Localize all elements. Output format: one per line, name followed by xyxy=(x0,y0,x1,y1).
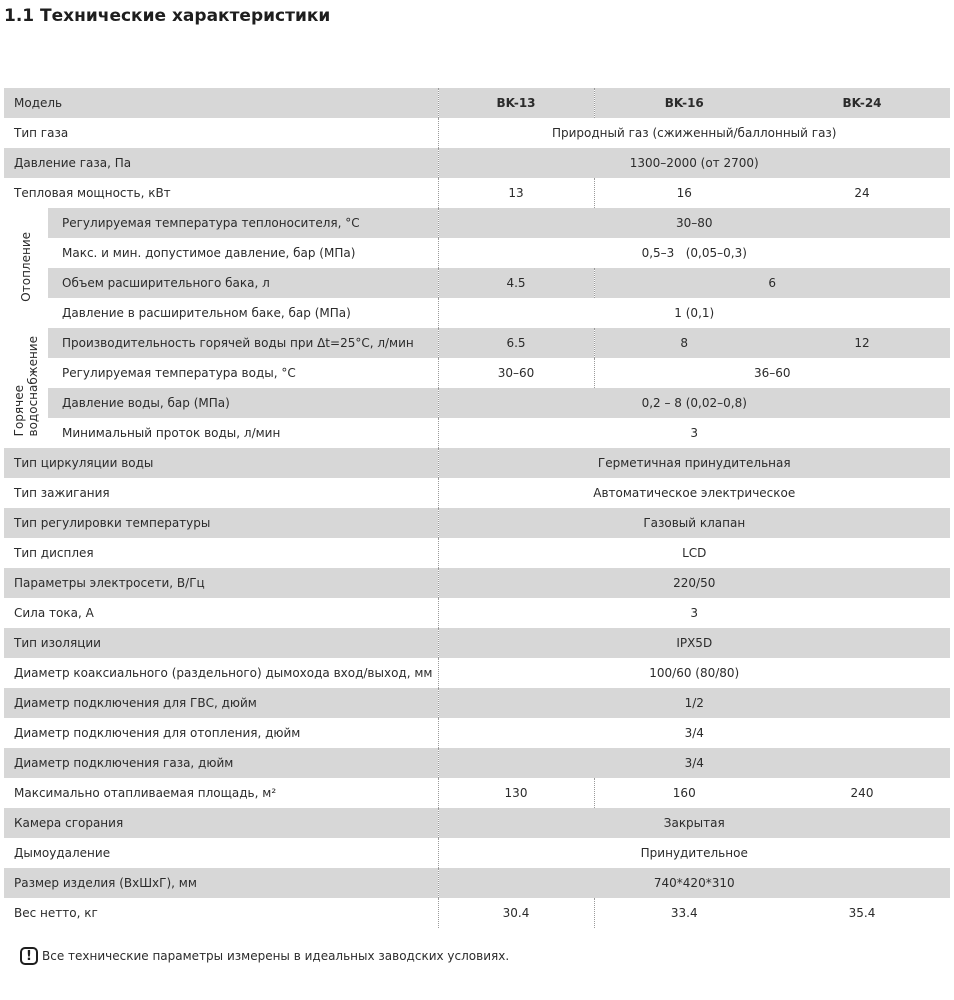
footnote-text: Все технические параметры измерены в идеальных заводских условиях. xyxy=(42,949,510,963)
row-label: Регулируемая температура теплоносителя, °С xyxy=(48,208,438,238)
group-label-heating xyxy=(4,208,48,328)
row-value: 24 xyxy=(774,178,950,208)
row-value: 1300–2000 (от 2700) xyxy=(438,148,950,178)
table-row xyxy=(4,418,950,448)
row-label: Макс. и мин. допустимое давление, бар (МПа) xyxy=(48,238,438,268)
row-value: 3/4 xyxy=(438,718,950,748)
row-value: 160 xyxy=(594,778,774,808)
hot-water-group-line2: водоснабжение xyxy=(26,336,40,437)
row-label: Дымоудаление xyxy=(4,838,438,868)
row-label: Давление газа, Па xyxy=(4,148,438,178)
row-value: 30–80 xyxy=(438,208,950,238)
page-title: 1.1 Технические характеристики xyxy=(4,6,331,26)
table-row xyxy=(4,508,950,538)
row-value: 1 (0,1) xyxy=(438,298,950,328)
table-row xyxy=(4,238,950,268)
group-label-hot-water xyxy=(4,328,48,448)
table-row xyxy=(4,688,950,718)
row-label: Давление воды, бар (МПа) xyxy=(48,388,438,418)
footnote xyxy=(20,947,509,965)
table-row xyxy=(4,898,950,928)
row-value: 30–60 xyxy=(438,358,594,388)
row-label: Минимальный проток воды, л/мин xyxy=(48,418,438,448)
row-value: 3/4 xyxy=(438,748,950,778)
row-value: Природный газ (сжиженный/баллонный газ) xyxy=(438,118,950,148)
row-value: 8 xyxy=(594,328,774,358)
row-value: 220/50 xyxy=(438,568,950,598)
row-value: IPX5D xyxy=(438,628,950,658)
header-label: Модель xyxy=(4,88,438,118)
table-row xyxy=(4,328,950,358)
row-value: 740*420*310 xyxy=(438,868,950,898)
table-row xyxy=(4,298,950,328)
row-label: Сила тока, А xyxy=(4,598,438,628)
table-row xyxy=(4,868,950,898)
row-label: Тип зажигания xyxy=(4,478,438,508)
header-model-bk24: BK-24 xyxy=(774,88,950,118)
row-value: 30.4 xyxy=(438,898,594,928)
row-label: Диаметр подключения газа, дюйм xyxy=(4,748,438,778)
hot-water-group-line1: Горячее xyxy=(12,385,26,437)
row-value: Закрытая xyxy=(438,808,950,838)
row-value: Газовый клапан xyxy=(438,508,950,538)
row-label: Вес нетто, кг xyxy=(4,898,438,928)
row-value: 240 xyxy=(774,778,950,808)
row-value: 130 xyxy=(438,778,594,808)
row-label: Диаметр коаксиального (раздельного) дымохода вход/выход, мм xyxy=(4,658,438,688)
table-row xyxy=(4,118,950,148)
row-value: 6 xyxy=(594,268,950,298)
table-row xyxy=(4,148,950,178)
table-row xyxy=(4,808,950,838)
table-row xyxy=(4,448,950,478)
row-label: Давление в расширительном баке, бар (МПа) xyxy=(48,298,438,328)
heating-group-text: Отопление xyxy=(19,231,33,302)
table-row xyxy=(4,778,950,808)
table-row xyxy=(4,598,950,628)
row-value: 3 xyxy=(438,418,950,448)
table-row xyxy=(4,268,950,298)
row-label: Максимально отапливаемая площадь, м² xyxy=(4,778,438,808)
header-model-bk16: BK-16 xyxy=(594,88,774,118)
row-value: Герметичная принудительная xyxy=(438,448,950,478)
table-row xyxy=(4,178,950,208)
row-value: 12 xyxy=(774,328,950,358)
table-header-row xyxy=(4,88,950,118)
row-value: 4.5 xyxy=(438,268,594,298)
table-row xyxy=(4,358,950,388)
row-label: Диаметр подключения для отопления, дюйм xyxy=(4,718,438,748)
row-label: Тип изоляции xyxy=(4,628,438,658)
row-value: 1/2 xyxy=(438,688,950,718)
row-value: 33.4 xyxy=(594,898,774,928)
row-label: Тип дисплея xyxy=(4,538,438,568)
row-value: 13 xyxy=(438,178,594,208)
exclamation-icon: ! xyxy=(20,947,38,965)
row-label: Размер изделия (ВхШхГ), мм xyxy=(4,868,438,898)
row-label: Регулируемая температура воды, °С xyxy=(48,358,438,388)
table-row xyxy=(4,628,950,658)
row-label: Диаметр подключения для ГВС, дюйм xyxy=(4,688,438,718)
row-label: Камера сгорания xyxy=(4,808,438,838)
row-value: 0,2 – 8 (0,02–0,8) xyxy=(438,388,950,418)
row-value: 36–60 xyxy=(594,358,950,388)
row-value: 100/60 (80/80) xyxy=(438,658,950,688)
spec-table xyxy=(4,88,950,928)
table-row xyxy=(4,838,950,868)
row-label: Тип регулировки температуры xyxy=(4,508,438,538)
row-value: 6.5 xyxy=(438,328,594,358)
row-label: Производительность горячей воды при Δt=25°С, л/мин xyxy=(48,328,438,358)
row-value: LCD xyxy=(438,538,950,568)
row-value: Автоматическое электрическое xyxy=(438,478,950,508)
header-model-bk13: BK-13 xyxy=(438,88,594,118)
row-label: Тепловая мощность, кВт xyxy=(4,178,438,208)
row-value: 0,5–3 (0,05–0,3) xyxy=(438,238,950,268)
row-label: Объем расширительного бака, л xyxy=(48,268,438,298)
row-label: Тип газа xyxy=(4,118,438,148)
table-row xyxy=(4,478,950,508)
row-value: Принудительное xyxy=(438,838,950,868)
table-row xyxy=(4,718,950,748)
row-label: Тип циркуляции воды xyxy=(4,448,438,478)
table-row xyxy=(4,208,950,238)
row-label: Параметры электросети, В/Гц xyxy=(4,568,438,598)
table-row xyxy=(4,658,950,688)
table-row xyxy=(4,538,950,568)
row-value: 16 xyxy=(594,178,774,208)
row-value: 3 xyxy=(438,598,950,628)
table-row xyxy=(4,388,950,418)
table-row xyxy=(4,568,950,598)
table-row xyxy=(4,748,950,778)
row-value: 35.4 xyxy=(774,898,950,928)
